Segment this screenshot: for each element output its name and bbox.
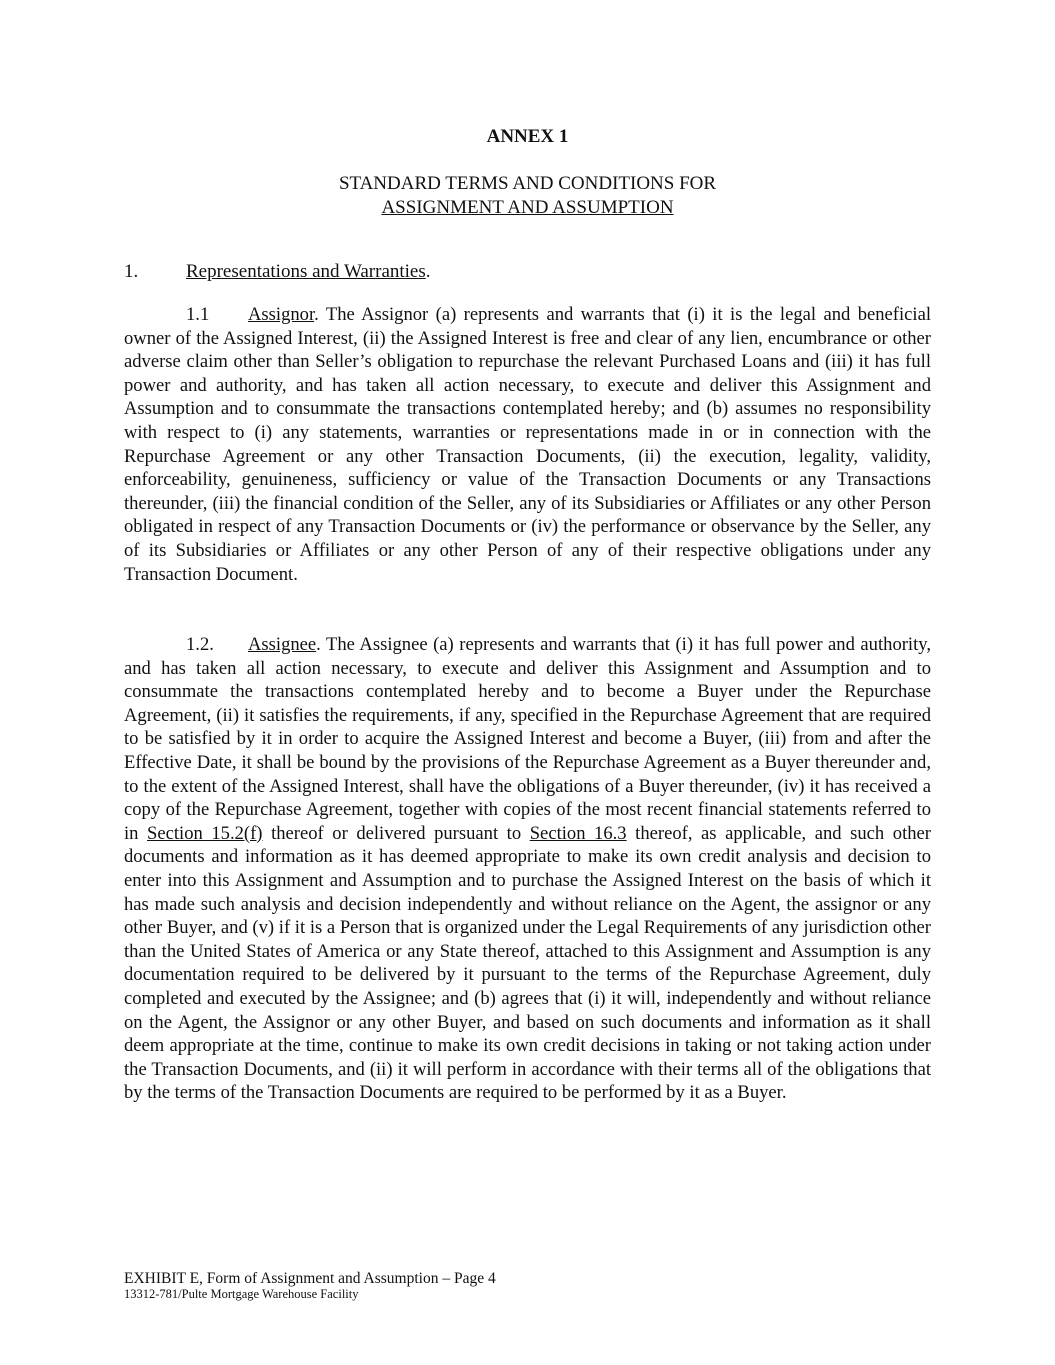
paragraph-body-part-b: thereof or delivered pursuant to: [262, 822, 530, 844]
paragraph-heading-assignor: Assignor: [248, 304, 315, 325]
paragraph-body-part-c: thereof, as applicable, and such other documents and information as it has deemed appropriate to make its own credit analysis and decision to enter into this Assignment and Assumption and to purchase the Assigned Interest on the basis of which it has made such analysis and decision independently and without reliance on the Agent, the assignor or any other Buyer, and (v) if it is a Person that is organized under the Legal Requirements of any jurisdiction other than the United States of America or any State thereof, attached to this Assignment and Assumption is any documentation required to be delivered by it pursuant to the terms of the Repurchase Agreement, duly completed and executed by the Assignee; and (b) agrees that (i) it will, independently and without reliance on the Agent, the Assignor or any other Buyer, and based on such documents and information as it shall deem appropriate at the time, continue to make its own credit decisions in taking or not taking action under the Transaction Documents, and (ii) it will perform in accordance with their terms all of the obligations that by the terms of the Transaction Documents are required to be performed by it as a Buyer.: [124, 822, 931, 1104]
section-title-period: .: [425, 261, 431, 282]
paragraph-heading-assignee: Assignee: [248, 634, 317, 655]
section-1-heading: [124, 261, 431, 283]
paragraph-body: . The Assignor (a) represents and warrants that (i) it is the legal and beneficial owner of the Assigned Interest, (ii) the Assigned Interest is free and clear of any lien, encumbrance or other adverse claim other than Seller’s obligation to repurchase the relevant Purchased Loans and (iii) it has full power and authority, and has taken all action necessary, to execute and deliver this Assignment and Assumption and to consummate the transactions contemplated hereby; and (b) assumes no responsibility with respect to (i) any statements, warranties or representations made in or in connection with the Repurchase Agreement or any other Transaction Documents, (ii) the execution, legality, validity, enforceability, genuineness, sufficiency or value of the Transaction Documents or any Transactions thereunder, (iii) the financial condition of the Seller, any of its Subsidiaries or Affiliates or any other Person obligated in respect of any Transaction Documents or (iv) the performance or observance by the Seller, any of its Subsidiaries or Affiliates or any other Person of any of their respective obligations under any Transaction Document.: [124, 304, 931, 585]
paragraph-number: 1.2.: [186, 634, 214, 655]
section-reference-15-2-f: Section 15.2(f): [147, 822, 263, 844]
subtitle-line-1: STANDARD TERMS AND CONDITIONS FOR: [338, 173, 717, 194]
paragraph-1-1: [124, 303, 931, 586]
annex-title: ANNEX 1: [486, 126, 569, 147]
section-reference-16-3: Section 16.3: [529, 822, 627, 844]
document-subtitle: [0, 172, 1055, 219]
footer-file-reference: 13312-781/Pulte Mortgage Warehouse Facility: [124, 1287, 359, 1301]
paragraph-body-part-a: . The Assignee (a) represents and warrants that (i) it has full power and authority, and has taken all action necessary, to execute and deliver this Assignment and Assumption and to consummate the transactions contemplated hereby and to become a Buyer under the Repurchase Agreement, (ii) it satisfies the requirements, if any, specified in the Repurchase Agreement that are required to be satisfied by it in order to acquire the Assigned Interest and become a Buyer, (iii) from and after the Effective Date, it shall be bound by the provisions of the Repurchase Agreement as a Buyer thereunder and, to the extent of the Assigned Interest, shall have the obligations of a Buyer thereunder, (iv) it has received a copy of the Repurchase Agreement, together with copies of the most recent financial statements referred to in: [124, 634, 931, 844]
section-title: Representations and Warranties: [186, 261, 426, 282]
paragraph-1-2: [124, 633, 931, 1105]
section-number: 1.: [124, 261, 139, 282]
subtitle-line-2: ASSIGNMENT AND ASSUMPTION: [381, 196, 674, 218]
paragraph-number: 1.1: [186, 304, 210, 325]
page-footer: [124, 1270, 496, 1302]
footer-exhibit-line: EXHIBIT E, Form of Assignment and Assumption – Page 4: [124, 1270, 496, 1287]
